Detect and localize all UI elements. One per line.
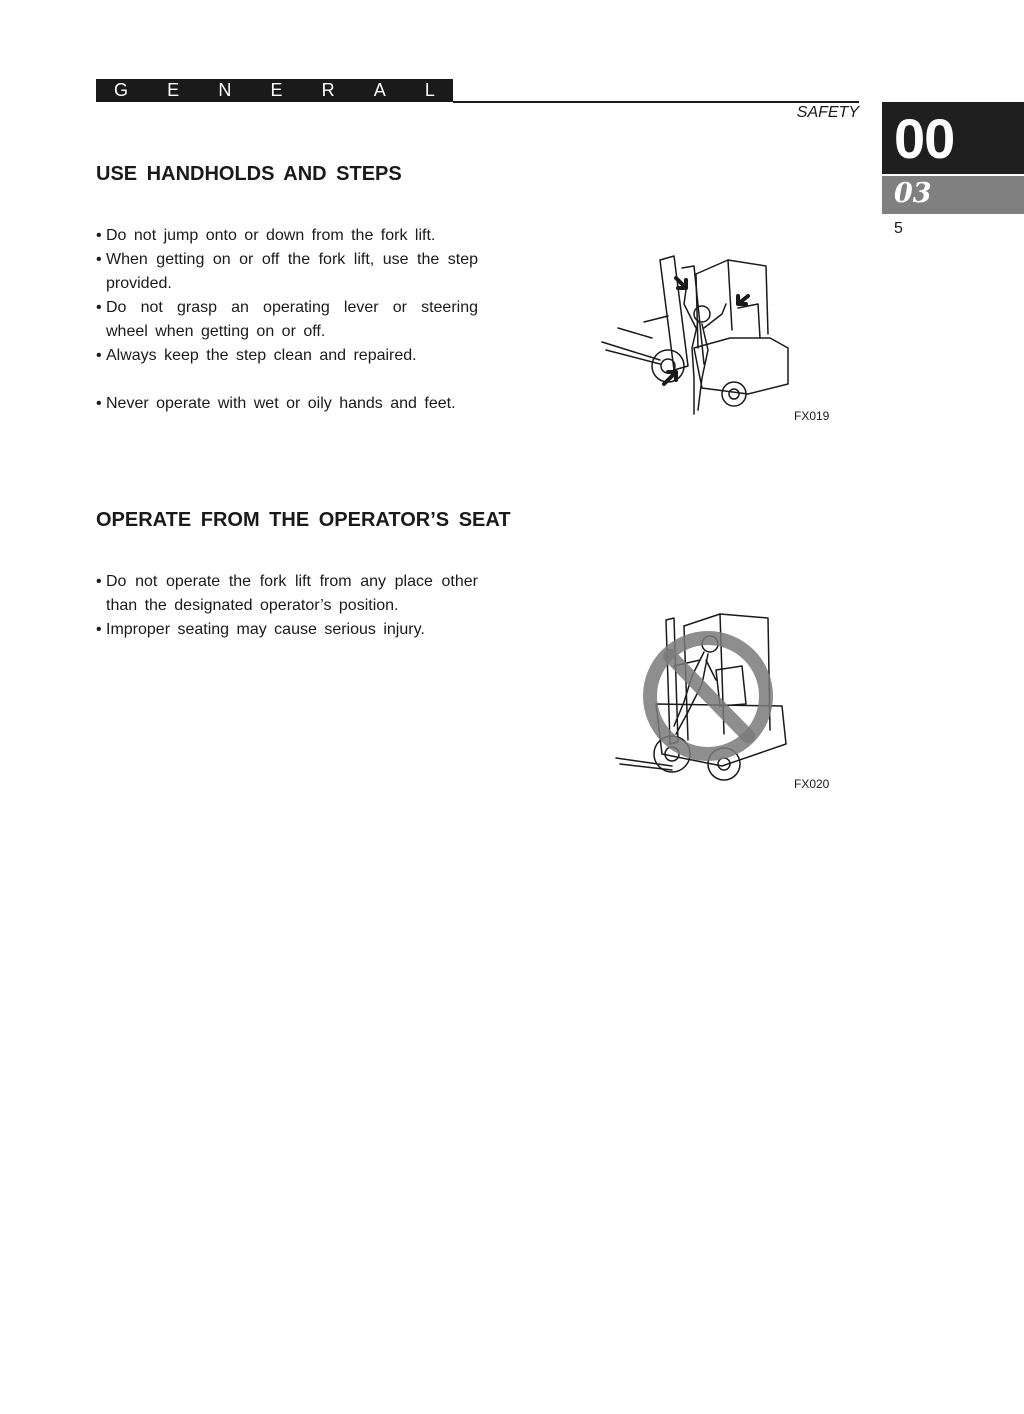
- header-rule: [453, 101, 859, 103]
- section-heading: USE HANDHOLDS AND STEPS: [96, 163, 402, 185]
- header-letter: A: [373, 80, 386, 100]
- bullet-item: • Do not operate the fork lift from any place other than the designated operator’s position.: [96, 570, 478, 618]
- forklift-no-outside-operation-illustration: [612, 610, 792, 786]
- header-letter: N: [218, 80, 232, 100]
- section-label: SAFETY: [796, 104, 859, 121]
- bullet-item: • Improper seating may cause serious injury.: [96, 618, 478, 642]
- chapter-tab: [882, 102, 1024, 174]
- figure-code: FX019: [794, 409, 830, 423]
- header-letter: G: [114, 80, 129, 100]
- header-letter: L: [424, 80, 435, 100]
- header-letter: E: [270, 80, 283, 100]
- forklift-handholds-illustration: [598, 238, 798, 418]
- bullet-list: [96, 224, 478, 416]
- header-title: [96, 79, 453, 102]
- subsection-number: 03: [894, 178, 932, 209]
- bullet-item: • Do not grasp an operating lever or steering wheel when getting on or off.: [96, 296, 478, 344]
- page-number: 5: [894, 220, 903, 237]
- chapter-number: 00: [894, 107, 955, 170]
- bullet-item: • Do not jump onto or down from the fork lift.: [96, 224, 478, 248]
- bullet-item: • When getting on or off the fork lift, use the step provided.: [96, 248, 478, 296]
- figure-code: FX020: [794, 777, 830, 791]
- section-heading: OPERATE FROM THE OPERATOR’S SEAT: [96, 509, 511, 531]
- header-letter: E: [167, 80, 180, 100]
- subsection-tab: [882, 176, 1024, 214]
- bullet-list: [96, 570, 478, 642]
- header-bar: [96, 79, 453, 102]
- bullet-item: • Never operate with wet or oily hands and feet.: [96, 392, 478, 416]
- bullet-item: • Always keep the step clean and repaired.: [96, 344, 478, 368]
- header-letter: R: [321, 80, 335, 100]
